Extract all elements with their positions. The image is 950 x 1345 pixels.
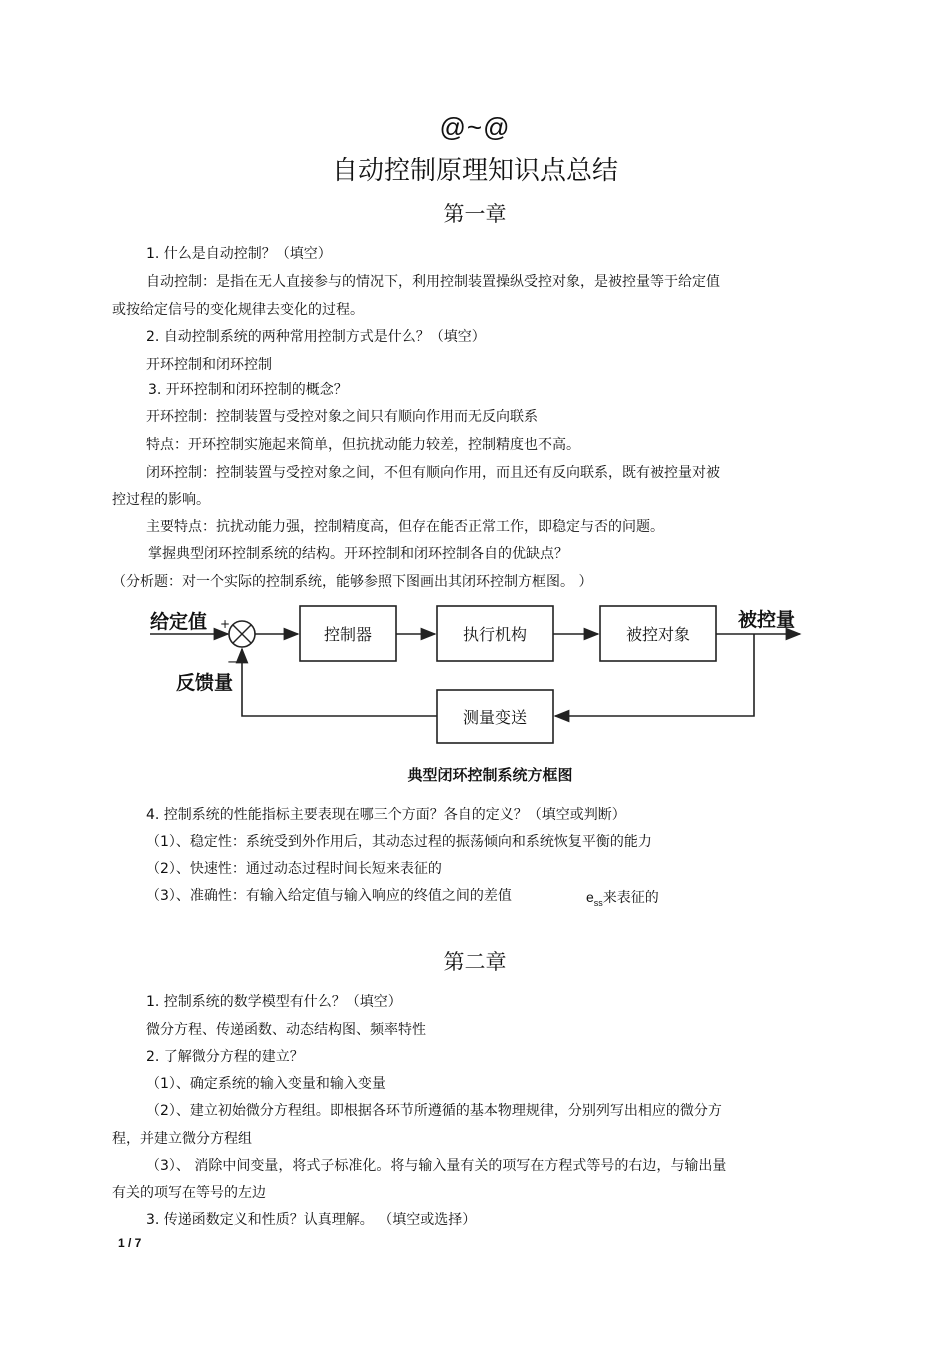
input-label: 给定值 [150,611,208,633]
output-label: 被控量 [738,609,796,631]
ch1-line-11: 主要特点：抗扰动能力强，控制精度高，但存在能否正常工作，即稳定与否的问题。 [146,519,664,535]
ess-base: e [586,889,594,905]
sensor-label: 测量变送 [462,708,528,727]
ess-tail: 来表征的 [602,890,659,906]
ch2-line-7: （3）、 消除中间变量，将式子标准化。将与输入量有关的项写在方程式等号的右边，与输出量 [146,1158,727,1174]
plant-label: 被控对象 [625,625,691,644]
chapter2-title: 第二章 [443,950,507,974]
ch1-line-16: （2）、快速性：通过动态过程时间长短来表征的 [146,861,442,877]
ch1-line-12: 掌握典型闭环控制系统的结构。开环控制和闭环控制各自的优缺点？ [148,546,568,562]
closed-loop-block-diagram [140,596,820,760]
ch1-line-10: 控过程的影响。 [112,492,210,508]
header-symbol: @~@ [439,112,511,142]
ch1-line-4: 2. 自动控制系统的两种常用控制方式是什么？（填空） [146,329,486,345]
ch1-line-1: 1. 什么是自动控制？（填空） [146,246,332,262]
ess-term [586,887,659,908]
ch1-line-9: 闭环控制：控制装置与受控对象之间，不但有顺向作用，而且还有反向联系，既有被控量对被 [146,465,720,481]
ch1-line-13: （分析题：对一个实际的控制系统，能够参照下图画出其闭环控制方框图。 ） [112,574,593,590]
ch1-line-17: （3）、准确性：有输入给定值与输入响应的终值之间的差值 [146,888,512,904]
chapter1-title: 第一章 [443,202,507,226]
ch1-line-14: 4. 控制系统的性能指标主要表现在哪三个方面？各自的定义？（填空或判断） [146,807,626,823]
ch1-line-15: （1）、稳定性：系统受到外作用后，其动态过程的振荡倾向和系统恢复平衡的能力 [146,834,652,850]
ch2-line-3: 2. 了解微分方程的建立？ [146,1049,304,1065]
ch1-line-2: 自动控制：是指在无人直接参与的情况下，利用控制装置操纵受控对象，是被控量等于给定值 [146,274,720,290]
ch2-line-4: （1）、确定系统的输入变量和输入变量 [146,1076,386,1092]
diagram-caption: 典型闭环控制系统方框图 [407,766,573,784]
ch2-line-2: 微分方程、传递函数、动态结构图、频率特性 [146,1022,426,1038]
actuator-label: 执行机构 [462,625,528,644]
document-title: 自动控制原理知识点总结 [331,156,618,186]
page-number: 1 / 7 [118,1236,142,1250]
ch1-line-8: 特点：开环控制实施起来简单，但抗扰动能力较差，控制精度也不高。 [146,437,580,453]
plus-sign: + [220,617,231,631]
ch1-line-5: 开环控制和闭环控制 [146,357,272,373]
ch2-line-9: 3. 传递函数定义和性质？认真理解。 （填空或选择） [146,1212,477,1228]
ch1-line-7: 开环控制：控制装置与受控对象之间只有顺向作用而无反向联系 [146,409,538,425]
ch2-line-6: 程，并建立微分方程组 [112,1131,252,1147]
ch1-line-3: 或按给定信号的变化规律去变化的过程。 [112,302,364,318]
summing-junction [229,621,255,647]
ch1-line-6: 3. 开环控制和闭环控制的概念？ [148,382,348,398]
controller-label: 控制器 [323,625,373,644]
ch2-line-8: 有关的项写在等号的左边 [112,1185,266,1201]
ch2-line-1: 1. 控制系统的数学模型有什么？（填空） [146,994,402,1010]
ch2-line-5: （2）、建立初始微分方程组。即根据各环节所遵循的基本物理规律，分别列写出相应的微分方 [146,1103,722,1119]
minus-sign: − [227,655,238,670]
feedback-label: 反馈量 [176,672,234,694]
ess-subscript: ss [593,897,603,908]
